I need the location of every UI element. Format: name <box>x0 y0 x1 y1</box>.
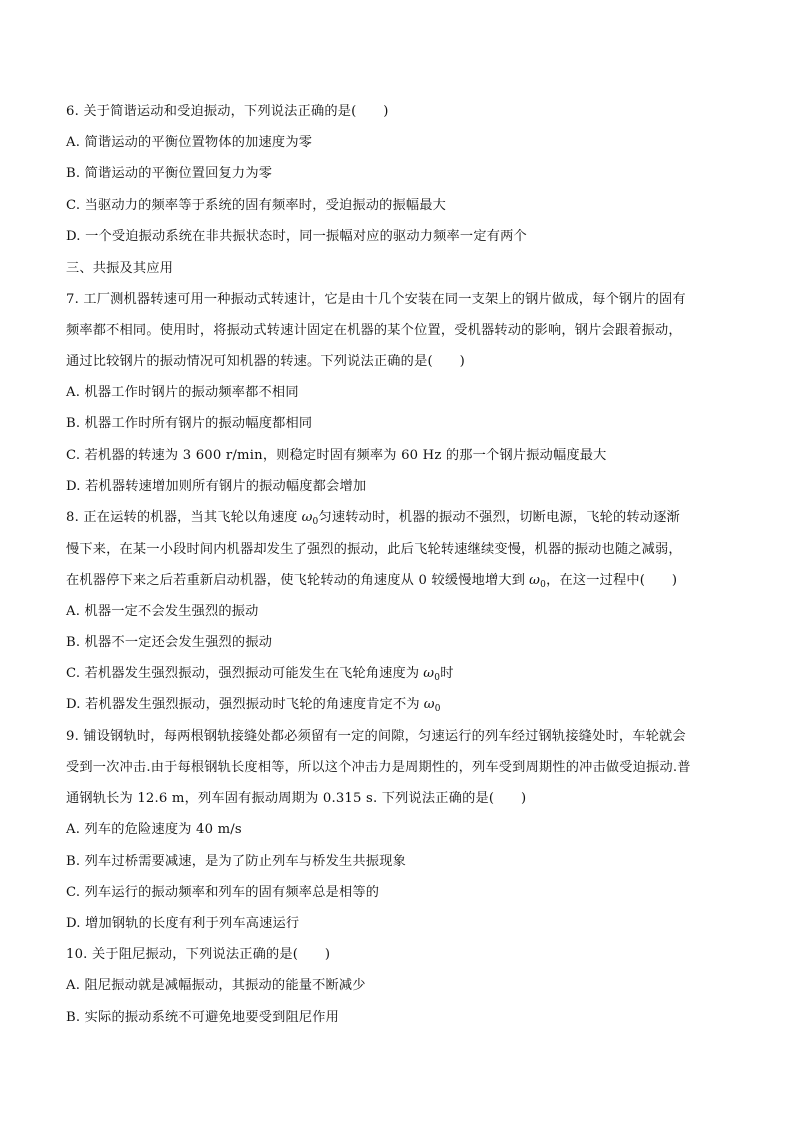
q9-option-a: A. 列车的危险速度为 40 m/s <box>66 822 242 837</box>
q9-option-d: D. 增加钢轨的长度有利于列车高速运行 <box>66 916 300 931</box>
q8-option-a: A. 机器一定不会发生强烈的振动 <box>66 604 259 619</box>
q8-option-d-text: D. 若机器发生强烈振动，强烈振动时飞轮的角速度肯定不为 <box>66 697 420 712</box>
section-heading: 三、共振及其应用 <box>66 261 174 276</box>
omega-subscript: 0 <box>312 517 319 527</box>
q9-option-b: B. 列车过桥需要减速，是为了防止列车与桥发生共振现象 <box>66 854 406 869</box>
q10-option-b: B. 实际的振动系统不可避免地要受到阻尼作用 <box>66 1010 340 1025</box>
q6-option-a: A. 简谐运动的平衡位置物体的加速度为零 <box>66 135 313 150</box>
omega-symbol: ω <box>301 510 313 525</box>
q8-stem-line2: 慢下来，在某一小段时间内机器却发生了强烈的振动，此后飞轮转速继续变慢，机器的振动也随之减弱， <box>66 542 682 557</box>
q6-option-c: C. 当驱动力的频率等于系统的固有频率时，受迫振动的振幅最大 <box>66 198 447 213</box>
q8-option-c-text: C. 若机器发生强烈振动，强烈振动可能发生在飞轮角速度为 <box>66 666 420 681</box>
q7-option-b: B. 机器工作时所有钢片的振动幅度都相同 <box>66 416 313 431</box>
omega-subscript: 0 <box>434 704 441 714</box>
q8-option-b: B. 机器不一定还会发生强烈的振动 <box>66 635 273 650</box>
q8-option-c <box>66 664 454 688</box>
q8-stem-line1 <box>66 508 680 532</box>
omega-subscript: 0 <box>540 580 547 590</box>
q9-stem-line2: 受到一次冲击.由于每根钢轨长度相等，所以这个冲击力是周期性的，列车受到周期性的冲击做受迫振动.普 <box>66 760 691 775</box>
q8-stem-line3-part2: ，在这一过程中( ) <box>546 573 678 588</box>
q7-option-d: D. 若机器转速增加则所有钢片的振动幅度都会增加 <box>66 479 367 494</box>
q9-stem-line1: 9. 铺设钢轨时，每两根钢轨接缝处都必须留有一定的间隙，匀速运行的列车经过钢轨接缝处时，车轮就会 <box>66 729 686 744</box>
q7-stem-line3: 通过比较钢片的振动情况可知机器的转速。下列说法正确的是( ) <box>66 354 465 369</box>
q8-option-c-suffix: 时 <box>440 666 454 681</box>
q8-option-d <box>66 695 441 719</box>
q8-stem-line1-part1: 8. 正在运转的机器，当其飞轮以角速度 <box>66 510 298 525</box>
omega-symbol: ω <box>423 666 435 681</box>
q7-stem-line2: 频率都不相同。使用时，将振动式转速计固定在机器的某个位置，受机器转动的影响，钢片会跟着振动， <box>66 323 682 338</box>
q6-option-d: D. 一个受迫振动系统在非共振状态时，同一振幅对应的驱动力频率一定有两个 <box>66 229 527 244</box>
q8-stem-line1-part2: 匀速转动时，机器的振动不强烈，切断电源，飞轮的转动逐渐 <box>318 510 680 525</box>
q8-stem-line3-part1: 在机器停下来之后若重新启动机器，使飞轮转动的角速度从 0 较缓慢地增大到 <box>66 573 526 588</box>
q9-option-c: C. 列车运行的振动频率和列车的固有频率总是相等的 <box>66 885 380 900</box>
q9-stem-line3: 通钢轨长为 12.6 m，列车固有振动周期为 0.315 s. 下列说法正确的是( ) <box>66 791 527 806</box>
q6-option-b: B. 简谐运动的平衡位置回复力为零 <box>66 166 273 181</box>
q7-option-c: C. 若机器的转速为 3 600 r/min，则稳定时固有频率为 60 Hz 的那一个钢片振动幅度最大 <box>66 448 607 463</box>
q6-stem: 6. 关于简谐运动和受迫振动，下列说法正确的是( ) <box>66 104 389 119</box>
omega-symbol: ω <box>423 697 435 712</box>
omega-subscript: 0 <box>434 673 441 683</box>
q8-stem-line3 <box>66 571 677 595</box>
q10-stem: 10. 关于阻尼振动，下列说法正确的是( ) <box>66 947 331 962</box>
q7-stem-line1: 7. 工厂测机器转速可用一种振动式转速计，它是由十几个安装在同一支架上的钢片做成，每个钢片的固有 <box>66 292 686 307</box>
q7-option-a: A. 机器工作时钢片的振动频率都不相同 <box>66 385 299 400</box>
omega-symbol: ω <box>529 573 541 588</box>
q10-option-a: A. 阻尼振动就是减幅振动，其振动的能量不断减少 <box>66 978 366 993</box>
